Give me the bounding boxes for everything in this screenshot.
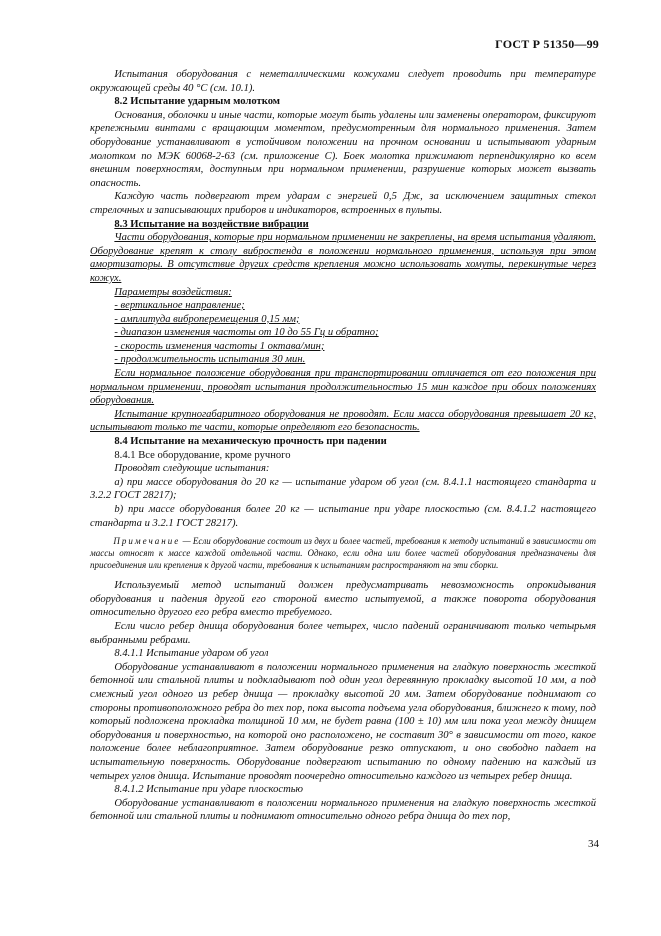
param-item: - диапазон изменения частоты от 10 до 55 Гц и обратно; (114, 327, 379, 339)
subsection-heading-8-4-1: 8.4.1 Все оборудование, кроме ручного (114, 449, 291, 461)
paragraph-8-2-2: Каждую часть подвергают трем ударам с энергией 0,5 Дж, за исключением защитных стекол стрелочных и записывающих приборов и индикаторов, встроенных в пульты. (90, 191, 596, 216)
paragraph-8-3-1: Части оборудования, которые при нормальном применении не закреплены, на время испытания удаляют. Оборудование крепят к столу вибростенда в положении нормального применения, используя при этом амортизаторы. В отсутствие других средств крепления можно использовать хомуты, перекинутые через кожух. (90, 232, 596, 284)
param-item: - вертикальное направление; (114, 300, 245, 312)
params-title: Параметры воздействия: (114, 286, 232, 298)
paragraph-8-3-2: Если нормальное положение оборудования при транспортировании отличается от его положения при нормальном применении, проводят испытания продолжительностью 15 мин каждое при обоих положениях оборудования. (90, 368, 596, 407)
page-number: 34 (588, 838, 599, 850)
document-body (90, 68, 596, 824)
param-item: - продолжительность испытания 30 мин. (114, 354, 306, 366)
section-heading-8-2: 8.2 Испытание ударным молотком (114, 96, 280, 108)
note-label: Примечание (113, 536, 181, 547)
section-heading-8-4: 8.4 Испытание на механическую прочность при падении (114, 436, 387, 448)
param-item: - скорость изменения частоты 1 октава/мин; (114, 340, 325, 352)
paragraph-edges: Если число ребер днища оборудования более четырех, число падений ограничивают только четырьмя выбранными ребрами. (90, 621, 596, 646)
list-item-a: а) при массе оборудования до 20 кг — испытание ударом об угол (см. 8.4.1.1 настоящего стандарта и 3.2.2 ГОСТ 28217); (90, 476, 596, 502)
paragraph-8-4-1-2: Оборудование устанавливают в положении нормального применения на гладкую поверхность жесткой бетонной или стальной плиты и поднимают относительно одного ребра днища до тех пор, (90, 797, 596, 823)
tests-intro: Проводят следующие испытания: (114, 463, 270, 475)
subsection-heading-8-4-1-1: 8.4.1.1 Испытание ударом об угол (114, 648, 269, 660)
document-header: ГОСТ Р 51350—99 (495, 37, 599, 51)
subsection-heading-8-4-1-2: 8.4.1.2 Испытание при ударе плоскостью (114, 784, 304, 796)
section-heading-8-3: 8.3 Испытание на воздействие вибрации (114, 218, 309, 230)
paragraph-8-2-1: Основания, оболочки и иные части, которые могут быть удалены или заменены оператором, фиксируют крепежными винтами с вращающим моментом, предусмотренным для нормального применения. Затем оборудование устанавливают в устойчивом положении на прочном основании и испытывают ударным молотком по МЭК 60068-2-63 (см. приложение С). Боек молотка прижимают перпендикулярно ко всем внешним поверхностям, доступным при нормальном применении, разрушение которых может вызвать опасность. (90, 109, 596, 189)
paragraph-8-4-1-1: Оборудование устанавливают в положении нормального применения на гладкую поверхность жесткой бетонной или стальной плиты и подкладывают под один угол деревянную прокладку высотой 10 мм, а под смежный угол одного из ребер днища — прокладку высотой 20 мм. Затем оборудование поднимают со стороны противоположного ребра до тех пор, пока высота подъема угла оборудования, ближнего к тому, под который подложена прокладка толщиной 10 мм, не будет равна (100 ± 10) мм или пока угол между днищем оборудования и поверхностью, на которой оно расположено, не составит 30° в зависимости от того, какое положение более неблагоприятное. Затем оборудование резко отпускают, и оно свободно падает на испытательную поверхность. Оборудование подвергают испытанию по одному падению на каждый из четырех углов днища. Испытание проводят поочередно относительно каждого из четырех ребер днища. (90, 661, 596, 782)
note (90, 536, 596, 571)
param-item: - амплитуда виброперемещения 0,15 мм; (114, 313, 300, 325)
paragraph-8-3-3: Испытание крупногабаритного оборудования не проводят. Если масса оборудования превышает 20 кг, испытывают только те части, которые определяют его безопасность. (90, 408, 596, 434)
note-text: — Если оборудование состоит из двух и более частей, требования к методу испытаний в зависимости от массы относят к массе каждой отдельной части. Однако, если одна или более частей оборудования предназначены для присоединения или крепления к другой части, требования к испытаниям распространяют на эти сборки. (90, 536, 596, 570)
paragraph-temperature: Испытания оборудования с неметаллическими кожухами следует проводить при температуре окружающей среды 40 °С (см. 10.1). (90, 69, 596, 94)
list-item-b: b) при массе оборудования более 20 кг — испытание при ударе плоскостью (см. 8.4.1.2 настоящего стандарта и 3.2.1 ГОСТ 28217). (90, 504, 596, 529)
paragraph-method: Используемый метод испытаний должен предусматривать невозможность опрокидывания оборудования и падения другой его стороной вместо испытуемой, а также поворота оборудования относительно другого его ребра вместо требуемого. (90, 580, 596, 619)
